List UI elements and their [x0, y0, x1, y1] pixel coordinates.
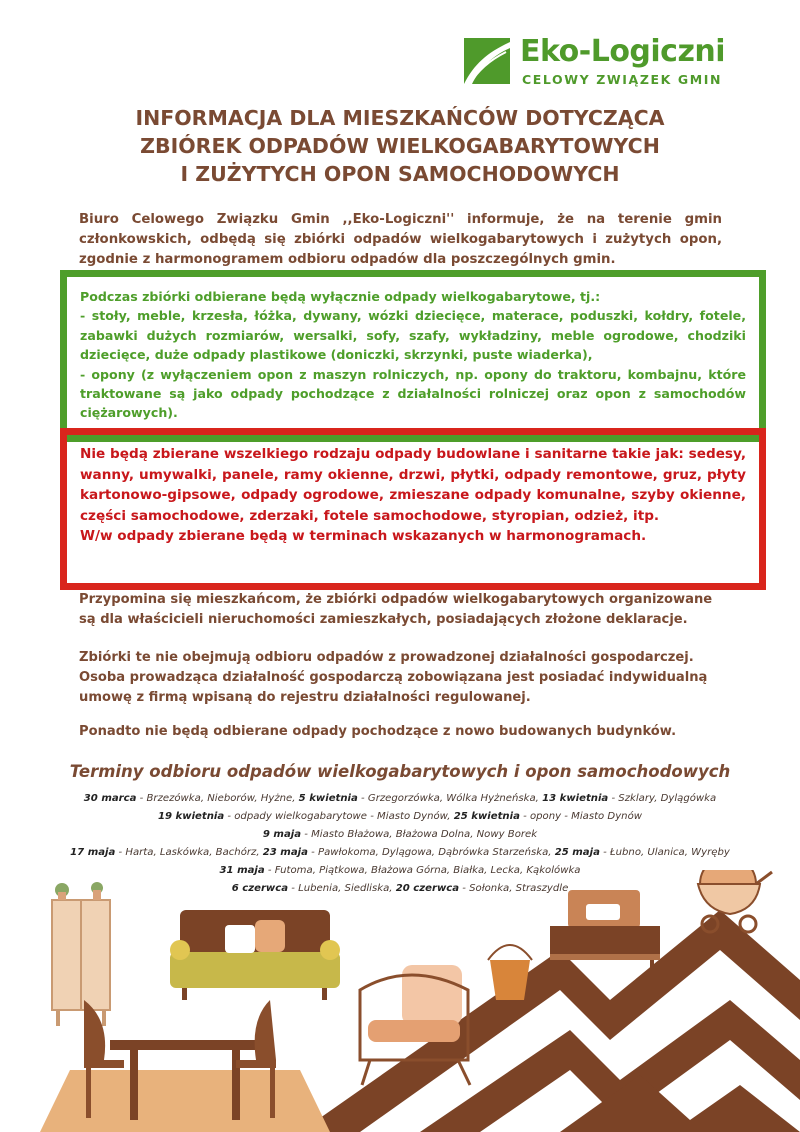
schedule-date: 9 maja [262, 829, 302, 840]
schedule-date: 30 marca [83, 793, 137, 804]
reminder-paragraph: Przypomina się mieszkańcom, że zbiórki odpadów wielkogabarytowych organizowane są dla właścicieli nieruchomości zamieszkałych, posiadających złożone deklaracje. [79, 592, 713, 627]
schedule-row [0, 790, 800, 808]
sofa-icon [170, 910, 340, 1000]
schedule-date: 23 maja [262, 847, 308, 858]
cabinet-icon [52, 882, 110, 1026]
schedule-places: - Pawłokoma, Dylągowa, Dąbrówka Starzeńska, [307, 847, 555, 858]
schedule-places: - odpady wielkogabarytowe - Miasto Dynów, [224, 811, 454, 822]
schedule-places: - Futoma, Piątkowa, Błażowa Górna, Białka, Lecka, Kąkolówka [264, 865, 581, 876]
logo [462, 36, 752, 92]
schedule-date: 25 maja [554, 847, 600, 858]
rejected-note: W/w odpady zbierane będą w terminach wskazanych w harmonogramach. [80, 528, 647, 544]
schedule-date: 13 kwietnia [542, 793, 609, 804]
schedule-places: - Harta, Laskówka, Bachórz, [115, 847, 263, 858]
accepted-items: - stoły, meble, krzesła, łóżka, dywany, wózki dziecięce, materace, poduszki, kołdry, fotele, zabawki dużych rozmiarów, wersalki, sofy, szafy, wykładziny, meble ogrodowe, chodziki dziecięce, duże odpady plastikowe (doniczki, skrzynki, puste wiaderka), [80, 308, 746, 363]
schedule-date: 5 kwietnia [298, 793, 358, 804]
title-line-1: INFORMACJA DLA MIESZKAŃCÓW DOTYCZĄCA [135, 106, 665, 130]
schedule-title: Terminy odbioru odpadów wielkogabarytowych i opon samochodowych [69, 762, 731, 781]
accepted-heading: Podczas zbiórki odbierane będą wyłącznie odpady wielkogabarytowe, tj.: [80, 289, 601, 304]
dining-set-icon [40, 1000, 330, 1132]
page-title [60, 104, 740, 188]
schedule-date: 31 maja [219, 865, 265, 876]
schedule-date: 19 kwietnia [157, 811, 225, 822]
rejected-items: Nie będą zbierane wszelkiego rodzaju odpady budowlane i sanitarne takie jak: sedesy, wanny, umywalki, panele, ramy okienne, drzwi, płytki, odpady remontowe, gruz, płyty kartonowo-gipsowe, odpady ogrodowe, zmieszane odpady komunalne, szyby okienne, części samochodowe, zderzaki, fotele samochodowe, styropian, odzież, itp. [80, 446, 746, 524]
furniture-illustration [0, 870, 800, 1132]
accepted-waste-box [60, 270, 766, 442]
schedule-places: - Miasto Błażowa, Błażowa Dolna, Nowy Borek [301, 829, 538, 840]
business-paragraph: Zbiórki te nie obejmują odbioru odpadów z prowadzonej działalności gospodarczej. Osoba prowadząca działalność gospodarczą zobowiązana jest posiadać indywidualną umowę z firmą wpisaną do rejestru działalności regulowanej. [79, 650, 708, 705]
schedule-places: - opony - Miasto Dynów [519, 811, 643, 822]
schedule-date: 6 czerwca [231, 883, 289, 894]
schedule-places: - Sołonka, Straszydle [459, 883, 569, 894]
schedule-row [0, 844, 800, 862]
schedule-date: 25 kwietnia [453, 811, 520, 822]
logo-subtitle: CELOWY ZWIĄZEK GMIN [522, 72, 723, 87]
schedule-row [0, 808, 800, 826]
title-line-2: ZBIÓREK ODPADÓW WIELKOGABARYTOWYCH [140, 134, 660, 158]
accepted-tires: - opony (z wyłączeniem opon z maszyn rolniczych, np. opony do traktoru, kombajnu, które traktowane są jako odpady pochodzące z działalności rolniczej oraz opon z samochodów ciężarowych). [80, 366, 746, 421]
schedule-places: - Łubno, Ulanica, Wyręby [599, 847, 730, 858]
schedule-date: 20 czerwca [395, 883, 460, 894]
leaf-logo-icon [462, 36, 512, 86]
logo-name: Eko-Logiczni [520, 34, 726, 69]
schedule-date: 17 maja [70, 847, 116, 858]
schedule-places: - Lubenia, Siedliska, [288, 883, 396, 894]
new-buildings-paragraph: Ponadto nie będą odbierane odpady pochodzące z nowo budowanych budynków. [79, 724, 677, 739]
schedule-places: - Brzezówka, Nieborów, Hyżne, [136, 793, 299, 804]
schedule-row [0, 826, 800, 844]
schedule-places: - Szklary, Dylągówka [608, 793, 717, 804]
schedule-places: - Grzegorzówka, Wólka Hyżneńska, [357, 793, 543, 804]
title-line-3: I ZUŻYTYCH OPON SAMOCHODOWYCH [180, 162, 620, 186]
rejected-waste-box [60, 428, 766, 590]
intro-paragraph: Biuro Celowego Związku Gmin ,,Eko-Logiczni'' informuje, że na terenie gmin członkowskich, odbędą się zbiórki odpadów wielkogabarytowych i zużytych opon, zgodnie z harmonogramem odbioru odpadów dla poszczególnych gmin. [79, 212, 722, 267]
